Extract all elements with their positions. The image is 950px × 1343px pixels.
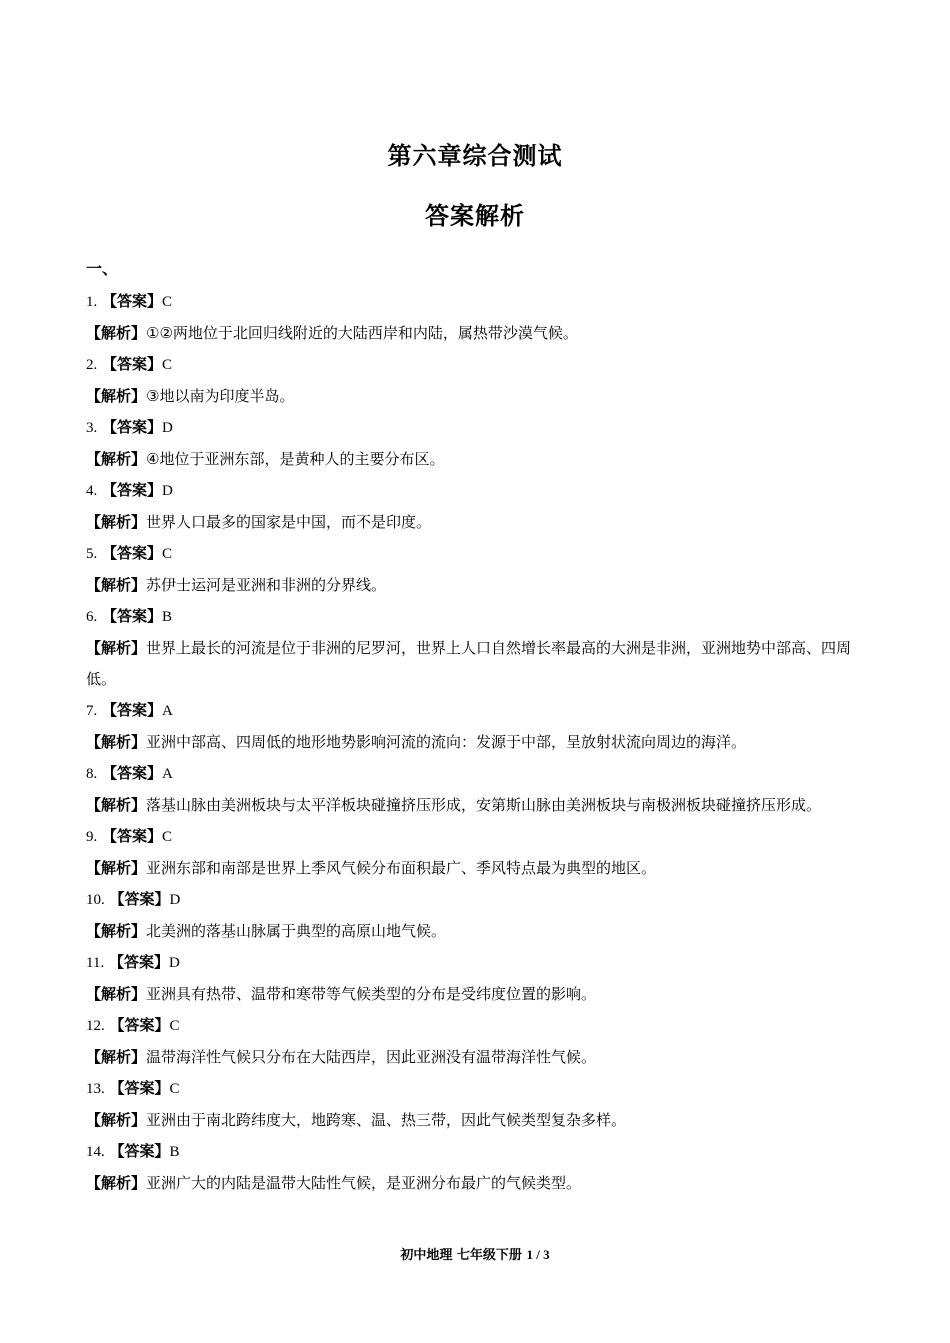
explanation-text: 亚洲广大的内陆是温带大陆性气候，是亚洲分布最广的气候类型。	[146, 1174, 582, 1192]
explanation-tag: 【解析】	[86, 639, 147, 657]
question-number: 7.	[86, 703, 98, 719]
answer-letter: D	[169, 955, 180, 971]
answer-tag: 【答案】	[109, 890, 170, 908]
explanation-tag: 【解析】	[86, 859, 147, 877]
explanation-line	[86, 381, 864, 412]
footer-text: 初中地理 七年级下册	[400, 1248, 522, 1263]
answer-letter: C	[162, 357, 173, 373]
answer-line	[86, 538, 864, 570]
explanation-tag: 【解析】	[86, 922, 147, 940]
answer-tag: 【答案】	[109, 1142, 170, 1160]
explanation-line	[86, 916, 864, 947]
answer-tag: 【答案】	[102, 355, 163, 373]
answer-letter: C	[169, 1018, 180, 1034]
explanation-text: 温带海洋性气候只分布在大陆西岸，因此亚洲没有温带海洋性气候。	[146, 1048, 597, 1066]
page-subtitle: 答案解析	[425, 202, 525, 230]
explanation-text: ①②两地位于北回归线附近的大陆西岸和内陆，属热带沙漠气候。	[146, 324, 578, 342]
explanation-text: 苏伊士运河是亚洲和非洲的分界线。	[146, 576, 387, 594]
page-title: 第六章综合测试	[387, 142, 563, 170]
question-number: 3.	[86, 420, 98, 436]
page-number: 1 / 3	[526, 1247, 550, 1262]
explanation-tag: 【解析】	[86, 324, 147, 342]
explanation-line	[86, 979, 864, 1010]
answer-line	[86, 758, 864, 790]
explanation-line	[86, 633, 864, 695]
question-number: 6.	[86, 609, 98, 625]
explanation-text: 亚洲具有热带、温带和寒带等气候类型的分布是受纬度位置的影响。	[146, 985, 597, 1003]
answer-tag: 【答案】	[102, 827, 163, 845]
answer-tag: 【答案】	[102, 481, 163, 499]
explanation-line	[86, 727, 864, 758]
answer-letter: D	[162, 483, 173, 499]
answer-line	[86, 475, 864, 507]
question-number: 5.	[86, 546, 98, 562]
answer-letter: A	[162, 766, 173, 782]
question-number: 11.	[86, 955, 105, 971]
answer-line	[86, 947, 864, 979]
question-number: 9.	[86, 829, 98, 845]
section-label: 一、	[86, 259, 119, 278]
question-number: 14.	[86, 1144, 105, 1160]
answer-line	[86, 821, 864, 853]
explanation-line	[86, 1168, 864, 1199]
explanation-line	[86, 790, 864, 821]
explanation-text: ③地以南为印度半岛。	[146, 387, 295, 405]
answer-tag: 【答案】	[102, 764, 163, 782]
explanation-line	[86, 507, 864, 538]
answer-tag: 【答案】	[102, 544, 163, 562]
explanation-tag: 【解析】	[86, 796, 147, 814]
explanation-tag: 【解析】	[86, 1174, 147, 1192]
answer-line	[86, 884, 864, 916]
explanation-line	[86, 1105, 864, 1136]
explanation-tag: 【解析】	[86, 450, 147, 468]
explanation-tag: 【解析】	[86, 387, 147, 405]
explanation-text: 亚洲中部高、四周低的地形地势影响河流的流向：发源于中部，呈放射状流向周边的海洋。	[146, 733, 747, 751]
answer-line	[86, 349, 864, 381]
answer-tag: 【答案】	[108, 953, 169, 971]
explanation-line	[86, 1042, 864, 1073]
answer-letter: C	[162, 546, 173, 562]
answer-line	[86, 286, 864, 318]
answer-tag: 【答案】	[109, 1016, 170, 1034]
answer-line	[86, 601, 864, 633]
answer-line	[86, 1010, 864, 1042]
answer-line	[86, 695, 864, 727]
answer-tag: 【答案】	[102, 701, 163, 719]
explanation-line	[86, 444, 864, 475]
answer-letter: C	[162, 829, 173, 845]
answer-letter: D	[162, 420, 173, 436]
question-number: 13.	[86, 1081, 105, 1097]
question-number: 2.	[86, 357, 98, 373]
explanation-tag: 【解析】	[86, 1048, 147, 1066]
question-number: 1.	[86, 294, 98, 310]
explanation-text: 世界人口最多的国家是中国，而不是印度。	[146, 513, 432, 531]
explanation-tag: 【解析】	[86, 733, 147, 751]
explanation-text: ④地位于亚洲东部，是黄种人的主要分布区。	[146, 450, 445, 468]
explanation-text: 亚洲东部和南部是世界上季风气候分布面积最广、季风特点最为典型的地区。	[146, 859, 657, 877]
answer-tag: 【答案】	[102, 292, 163, 310]
explanation-text: 落基山脉由美洲板块与太平洋板块碰撞挤压形成，安第斯山脉由美洲板块与南极洲板块碰撞挤压形成。	[146, 796, 822, 814]
explanation-line	[86, 318, 864, 349]
question-number: 4.	[86, 483, 98, 499]
answer-letter: C	[162, 294, 173, 310]
explanation-tag: 【解析】	[86, 576, 147, 594]
question-number: 8.	[86, 766, 98, 782]
answer-line	[86, 1136, 864, 1168]
answer-tag: 【答案】	[109, 1079, 170, 1097]
answer-tag: 【答案】	[102, 418, 163, 436]
answer-line	[86, 412, 864, 444]
explanation-tag: 【解析】	[86, 1111, 147, 1129]
answer-letter: C	[169, 1081, 180, 1097]
answer-list	[86, 286, 864, 1199]
answer-line	[86, 1073, 864, 1105]
question-number: 12.	[86, 1018, 105, 1034]
explanation-tag: 【解析】	[86, 985, 147, 1003]
explanation-text: 北美洲的落基山脉属于典型的高原山地气候。	[146, 922, 447, 940]
answer-letter: B	[169, 1144, 180, 1160]
explanation-line	[86, 853, 864, 884]
answer-letter: B	[162, 609, 173, 625]
question-number: 10.	[86, 892, 105, 908]
explanation-tag: 【解析】	[86, 513, 147, 531]
explanation-line	[86, 570, 864, 601]
page-footer	[0, 1244, 950, 1263]
explanation-text: 世界上最长的河流是位于非洲的尼罗河，世界上人口自然增长率最高的大洲是非洲，亚洲地势中部高、四周低。	[86, 639, 852, 688]
answer-letter: A	[162, 703, 173, 719]
answer-tag: 【答案】	[102, 607, 163, 625]
explanation-text: 亚洲由于南北跨纬度大，地跨寒、温、热三带，因此气候类型复杂多样。	[146, 1111, 627, 1129]
answer-letter: D	[169, 892, 181, 908]
